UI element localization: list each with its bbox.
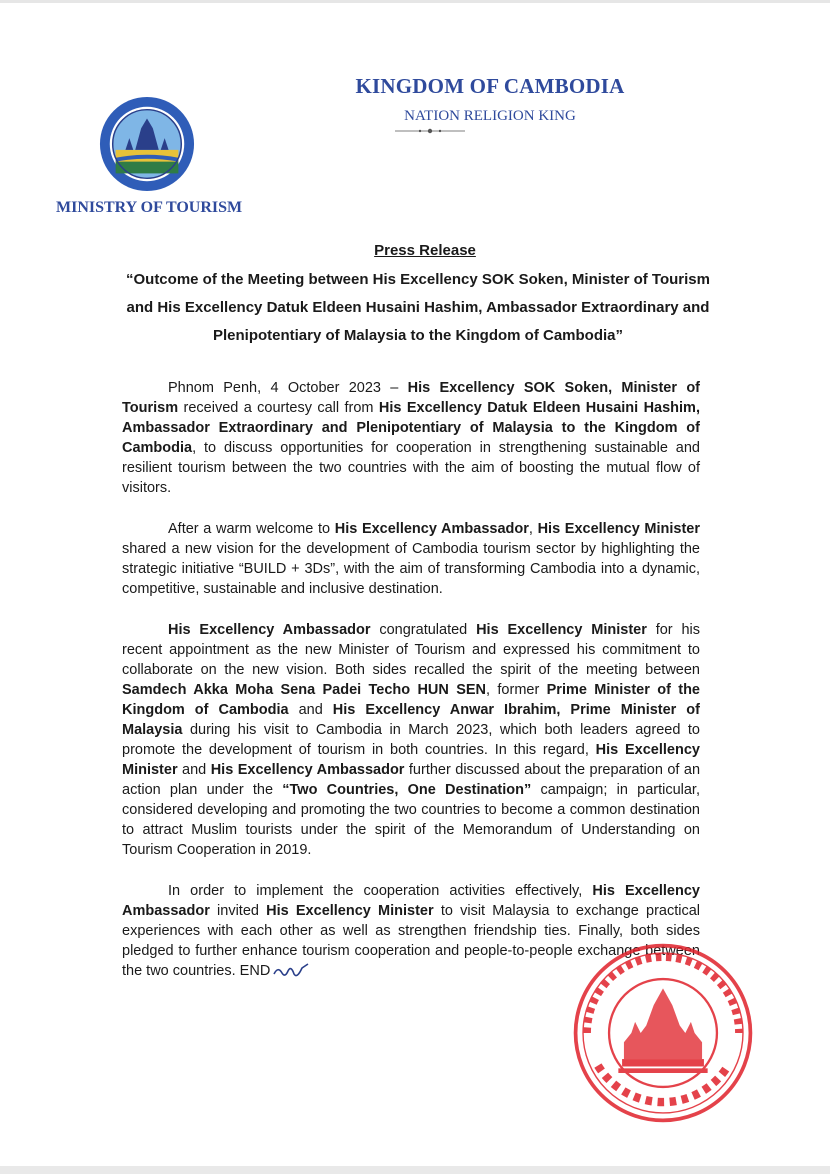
ornament-divider-icon	[395, 127, 465, 135]
text-run: Phnom Penh, 4 October 2023 –	[168, 380, 408, 396]
text-run-bold: His Excellency Anwar Ibrahim, Prime Minister of Malaysia	[122, 702, 700, 738]
text-run-bold: His Excellency SOK Soken, Minister of Tourism	[122, 380, 700, 416]
ministry-logo-icon	[98, 95, 196, 193]
text-run: After a warm welcome to	[168, 521, 335, 537]
press-release-heading: Press Release	[374, 242, 476, 259]
text-run: , to discuss opportunities for cooperation in strengthening sustainable and resilient tourism between the two countries with the aim of boosting the mutual flow of visitors.	[122, 440, 700, 496]
text-run-bold: His Excellency Datuk Eldeen Husaini Hashim, Ambassador Extraordinary and Plenipotentiary of Malaysia to the Kingdom of Cambodia	[122, 400, 700, 456]
country-title: KINGDOM OF CAMBODIA	[355, 74, 625, 98]
text-run: and	[177, 762, 211, 778]
press-release-title: “Outcome of the Meeting between His Excellency SOK Soken, Minister of Tourism and His Excellency Datuk Eldeen Husaini Hashim, Ambassador Extraordinary and Plenipotentiary of Malaysia to the Kingdom of Cambodia”	[125, 271, 710, 344]
text-run-bold: His Excellency Ambassador	[122, 883, 700, 919]
text-run: invited	[209, 903, 267, 919]
text-run: for his recent appointment as the new Minister of Tourism and expressed his commitment to collaborate on the new vision. Both sides recalled the spirit of the meeting between	[122, 622, 701, 678]
text-run: further discussed about the preparation of an action plan under the	[122, 762, 701, 798]
text-run: ,	[528, 521, 538, 537]
text-run: campaign; in particular, considered developing and promoting the two countries to become a common destination to attract Muslim tourists under the spirit of the Memorandum of Understanding on Tourism Cooperation in 2019.	[122, 782, 700, 858]
text-run-bold: “Two Countries, One Destination”	[282, 782, 532, 798]
text-run-bold: His Excellency Minister	[266, 903, 434, 919]
release-body	[122, 378, 700, 1002]
text-run: and	[288, 702, 333, 718]
national-motto: NATION RELIGION KING	[404, 108, 576, 124]
text-run-bold: His Excellency Ambassador	[168, 622, 371, 638]
paragraph-2	[122, 519, 700, 599]
text-run: congratulated	[370, 622, 477, 638]
top-border	[0, 0, 830, 3]
text-run-bold: His Excellency Minister	[122, 742, 700, 778]
paragraph-3	[122, 620, 700, 860]
text-run-bold: Samdech Akka Moha Sena Padei Techo HUN SEN	[122, 682, 487, 698]
text-run: , former	[486, 682, 547, 698]
text-run-bold: His Excellency Minister	[537, 521, 701, 537]
text-run-bold: His Excellency Ambassador	[210, 762, 405, 778]
end-marker: END	[239, 963, 271, 979]
text-run-bold: His Excellency Ambassador	[334, 521, 529, 537]
text-run: during his visit to Cambodia in March 2023, which both leaders agreed to promote the development of tourism in both countries. In this regard,	[122, 722, 700, 758]
text-run: shared a new vision for the development of Cambodia tourism sector by highlighting the strategic initiative “BUILD + 3Ds”, with the aim of transforming Cambodia into a dynamic, competitive, sustainable and inclusive destination.	[122, 541, 700, 597]
text-run: received a courtesy call from	[178, 400, 379, 416]
paragraph-1	[122, 378, 700, 498]
official-seal-icon	[570, 940, 756, 1126]
initials-signature-icon	[272, 962, 312, 980]
text-run-bold: Prime Minister of the Kingdom of Cambodia	[122, 682, 700, 718]
bottom-border	[0, 1166, 830, 1174]
text-run: In order to implement the cooperation activities effectively,	[168, 883, 593, 899]
text-run-bold: His Excellency Minister	[476, 622, 647, 638]
ministry-name: MINISTRY OF TOURISM	[56, 199, 243, 216]
text-run: to visit Malaysia to exchange practical experiences with each other as well as strengthen friendship ties. Finally, both sides pledged to further enhance tourism cooperation and people-to-people exchange between the two countries.	[122, 903, 700, 979]
